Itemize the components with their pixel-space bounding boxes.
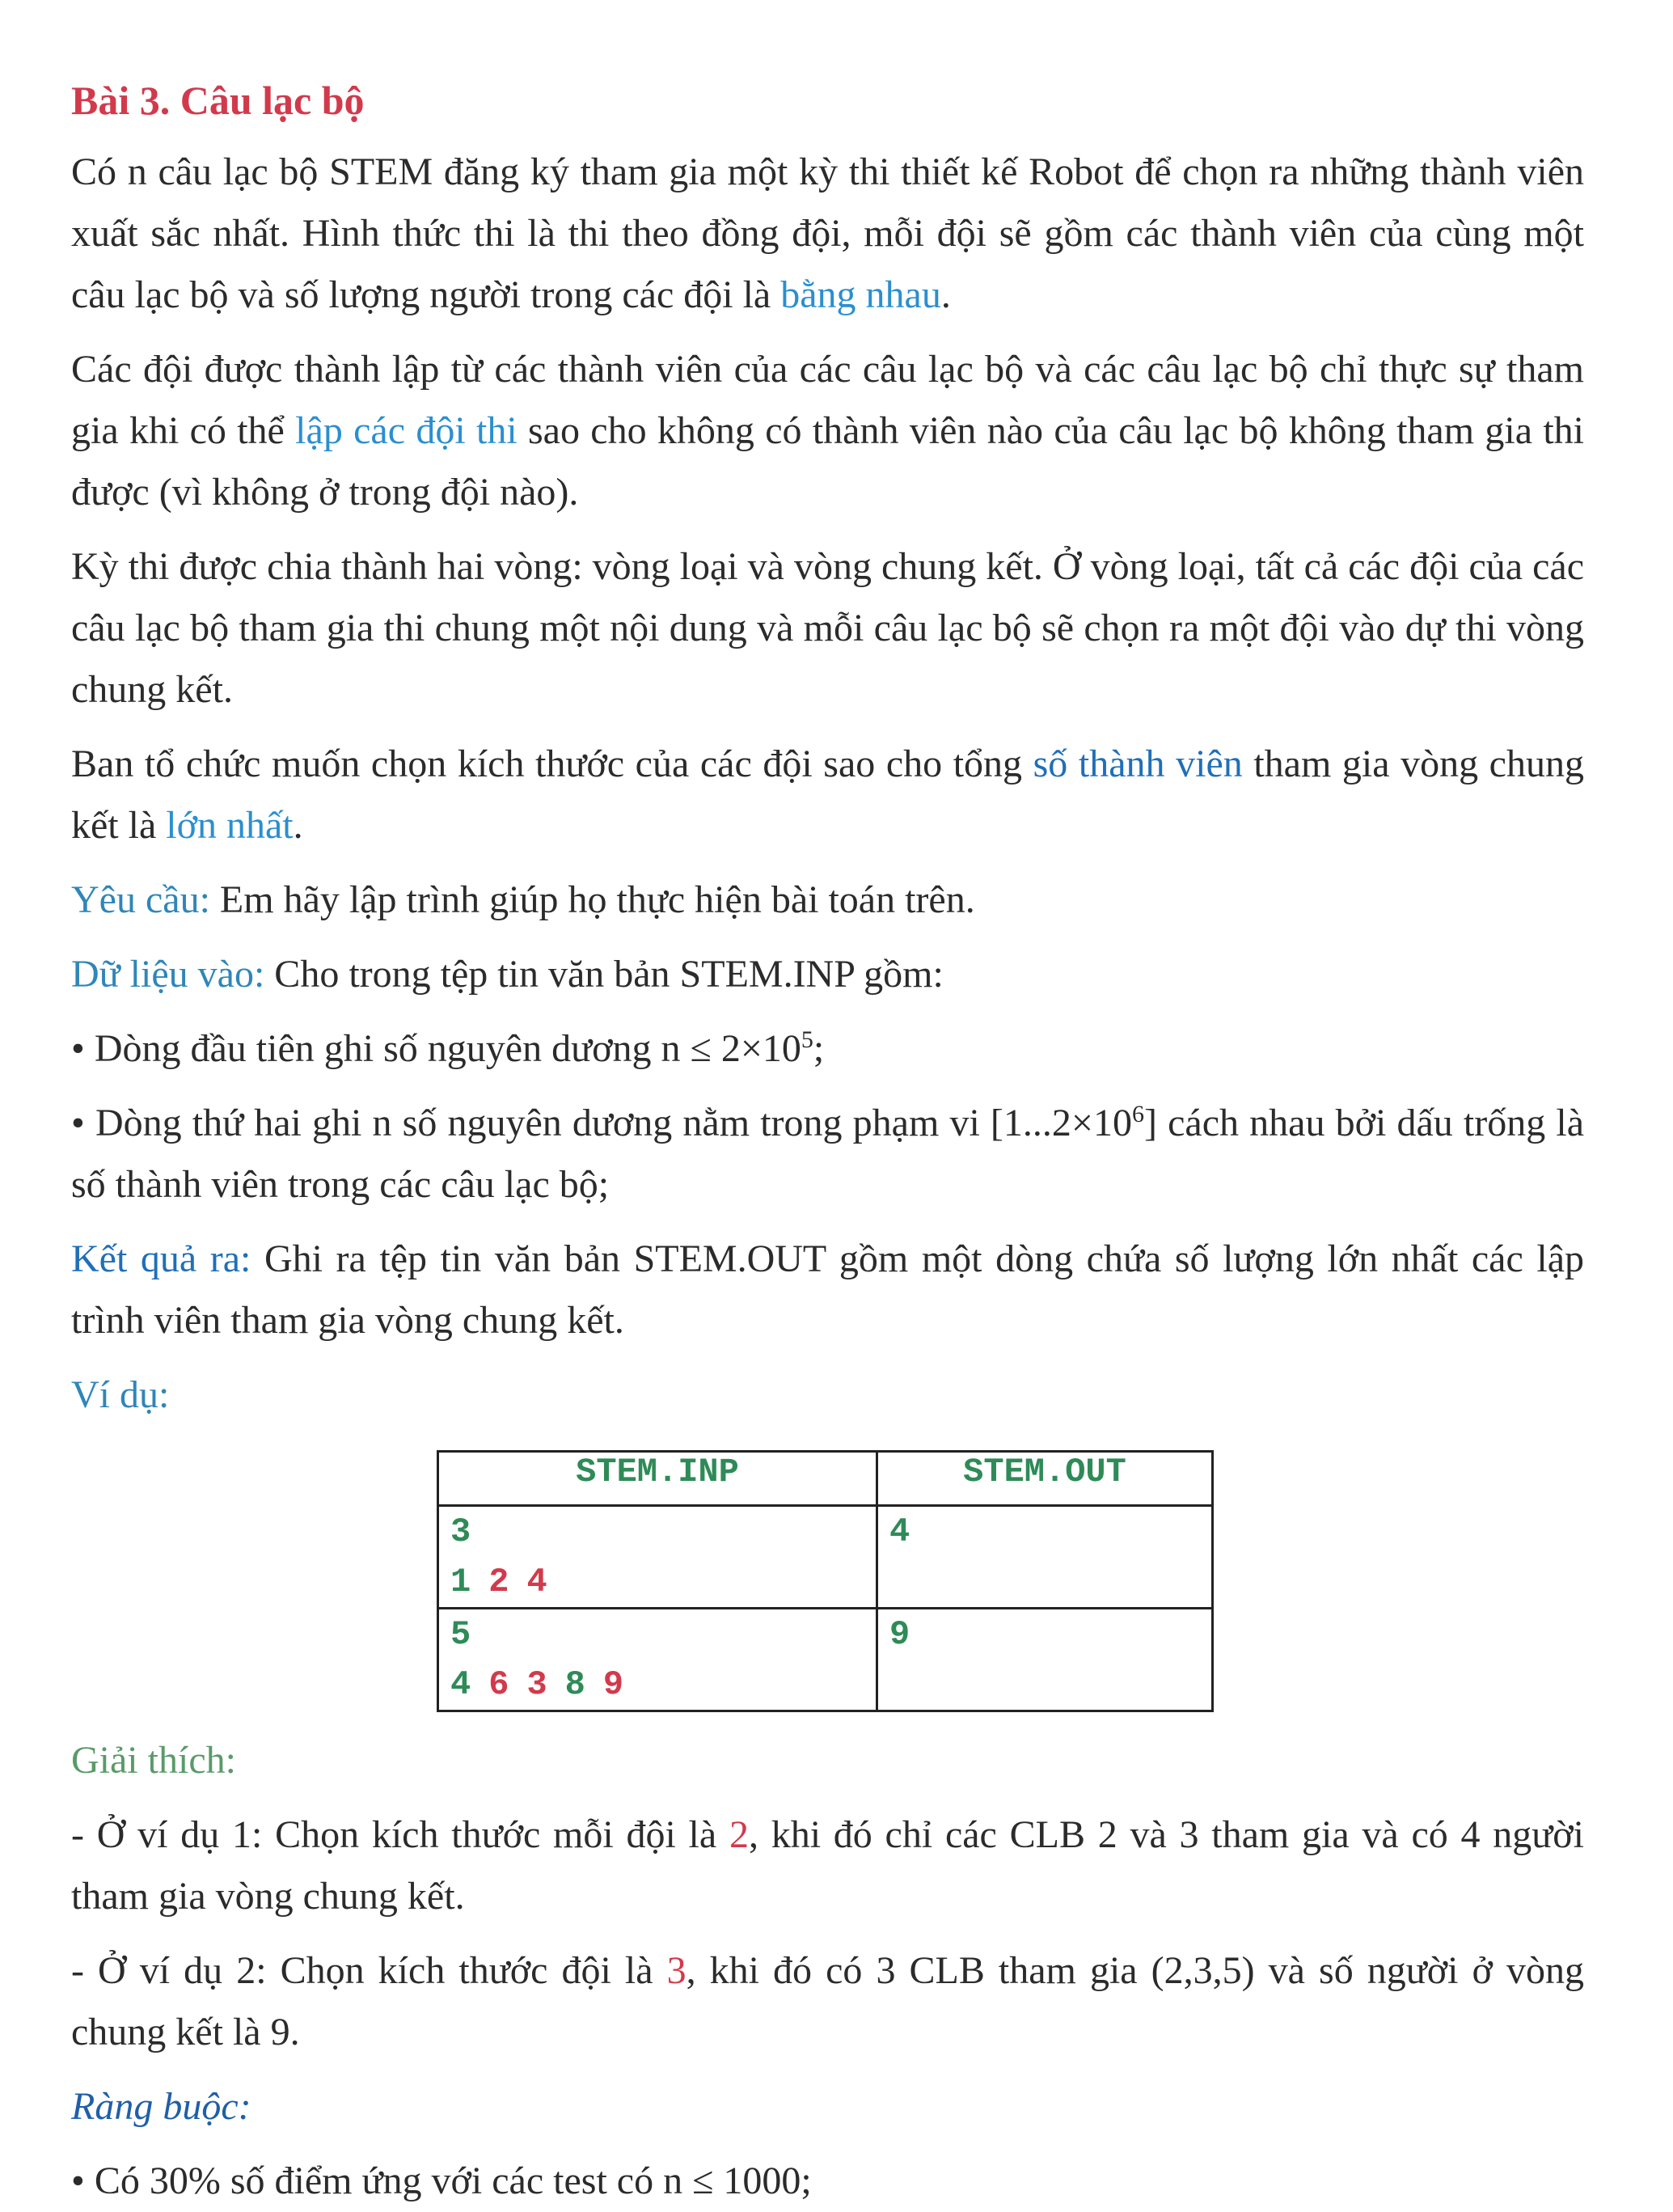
value: 3 [526, 1665, 547, 1704]
paragraph-teams [71, 339, 1584, 523]
text: , khi đó có 3 CLB tham gia (2,3,5) và số người ở vòng chung kết là 9. [71, 1949, 1584, 2053]
input-n: 3 [450, 1512, 471, 1551]
output-cell [877, 1609, 1213, 1711]
input-values [450, 1660, 864, 1710]
table-header-input: STEM.INP [438, 1452, 877, 1506]
input-label: Dữ liệu vào: [71, 953, 265, 996]
value: 2 [488, 1563, 509, 1601]
input-n: 5 [450, 1615, 471, 1654]
example-label: Ví dụ: [71, 1373, 170, 1416]
input-cell [438, 1609, 877, 1711]
text: Các đội được thành lập từ các thành viên của các câu lạc bộ và các câu lạc bộ chỉ thực sự tham gia khi có thể [71, 348, 1584, 452]
requirement [71, 869, 1584, 931]
highlight-number: 2 [729, 1813, 749, 1856]
bullet-constraint: • Có 30% số điểm ứng với các test có n ≤ 1000; [71, 2151, 1584, 2212]
paragraph-rounds: Kỳ thi được chia thành hai vòng: vòng loại và vòng chung kết. Ở vòng loại, tất cả các đội của các câu lạc bộ tham gia thi chung một nội dung và mỗi câu lạc bộ sẽ chọn ra một đội vào dự thi vòng chung kết. [71, 545, 1584, 711]
example-table [437, 1450, 1214, 1712]
text: Có n câu lạc bộ STEM đăng ký tham gia một kỳ thi thiết kế Robot để chọn ra những thành viên xuất sắc nhất. Hình thức thi là thi theo đồng đội, mỗi đội sẽ gồm các thành viên của cùng một câu lạc bộ và số lượng người trong các đội là [71, 150, 1584, 316]
value: 4 [526, 1563, 547, 1601]
output-label: Kết quả ra: [71, 1237, 251, 1280]
highlight-text: số thành viên [1033, 742, 1243, 785]
text: . [940, 273, 951, 316]
table-header-output: STEM.OUT [877, 1452, 1213, 1506]
output-text: Ghi ra tệp tin văn bản STEM.OUT gồm một dòng chứa số lượng lớn nhất các lập trình viên tham gia vòng chung kết. [71, 1237, 1585, 1342]
exponent: 6 [1131, 1101, 1144, 1127]
text: Ban tổ chức muốn chọn kích thước của các đội sao cho tổng [71, 742, 1033, 785]
highlight-text: lớn nhất [166, 804, 294, 847]
explanation-label: Giải thích: [71, 1739, 236, 1782]
highlight-number: 3 [666, 1949, 687, 1992]
explanation-2 [71, 1940, 1584, 2063]
highlight-text: bằng nhau [780, 273, 941, 316]
text: Dòng thứ hai ghi n số nguyên dương nằm trong phạm vi [1...2×10 [95, 1102, 1132, 1144]
value: 1 [450, 1563, 471, 1601]
input-spec [71, 944, 1584, 1005]
table-row [438, 1609, 1213, 1711]
bullet-first-line [71, 1018, 1584, 1080]
value: 6 [488, 1665, 509, 1704]
explanation-1 [71, 1804, 1584, 1927]
text: ; [813, 1027, 825, 1070]
exponent: 5 [801, 1026, 813, 1053]
problem-title: Bài 3. Câu lạc bộ [71, 78, 365, 123]
text: - Ở ví dụ 1: Chọn kích thước mỗi đội là [71, 1813, 729, 1856]
output-value: 9 [889, 1615, 910, 1654]
requirement-label: Yêu cầu: [71, 878, 210, 921]
highlight-text: lập các đội thi [295, 409, 518, 452]
output-value: 4 [889, 1512, 910, 1551]
value: 4 [450, 1665, 471, 1704]
paragraph-goal [71, 734, 1584, 856]
paragraph-intro [71, 142, 1584, 326]
value: 9 [602, 1665, 624, 1704]
text: - Ở ví dụ 2: Chọn kích thước đội là [71, 1949, 667, 1992]
text: ] cách nhau bởi dấu trống là số thành viên trong các câu lạc bộ; [71, 1102, 1585, 1206]
bullet-second-line [71, 1093, 1584, 1216]
input-values [450, 1557, 864, 1607]
text: Dòng đầu tiên ghi số nguyên dương n ≤ 2×10 [94, 1027, 801, 1070]
text: sao cho không có thành viên nào của câu lạc bộ không tham gia thi được (vì không ở trong đội nào). [71, 409, 1584, 514]
input-cell [438, 1506, 877, 1609]
requirement-text: Em hãy lập trình giúp họ thực hiện bài toán trên. [209, 878, 975, 921]
text: . [293, 804, 303, 847]
output-spec [71, 1229, 1584, 1351]
text: , khi đó chỉ các CLB 2 và 3 tham gia và có 4 người tham gia vòng chung kết. [71, 1813, 1584, 1918]
input-text: Cho trong tệp tin văn bản STEM.INP gồm: [264, 953, 944, 996]
constraints-label: Ràng buộc: [71, 2085, 251, 2128]
table-row [438, 1506, 1213, 1609]
text: tham gia vòng chung kết là [71, 742, 1584, 847]
output-cell [877, 1506, 1213, 1609]
value: 8 [564, 1665, 585, 1704]
